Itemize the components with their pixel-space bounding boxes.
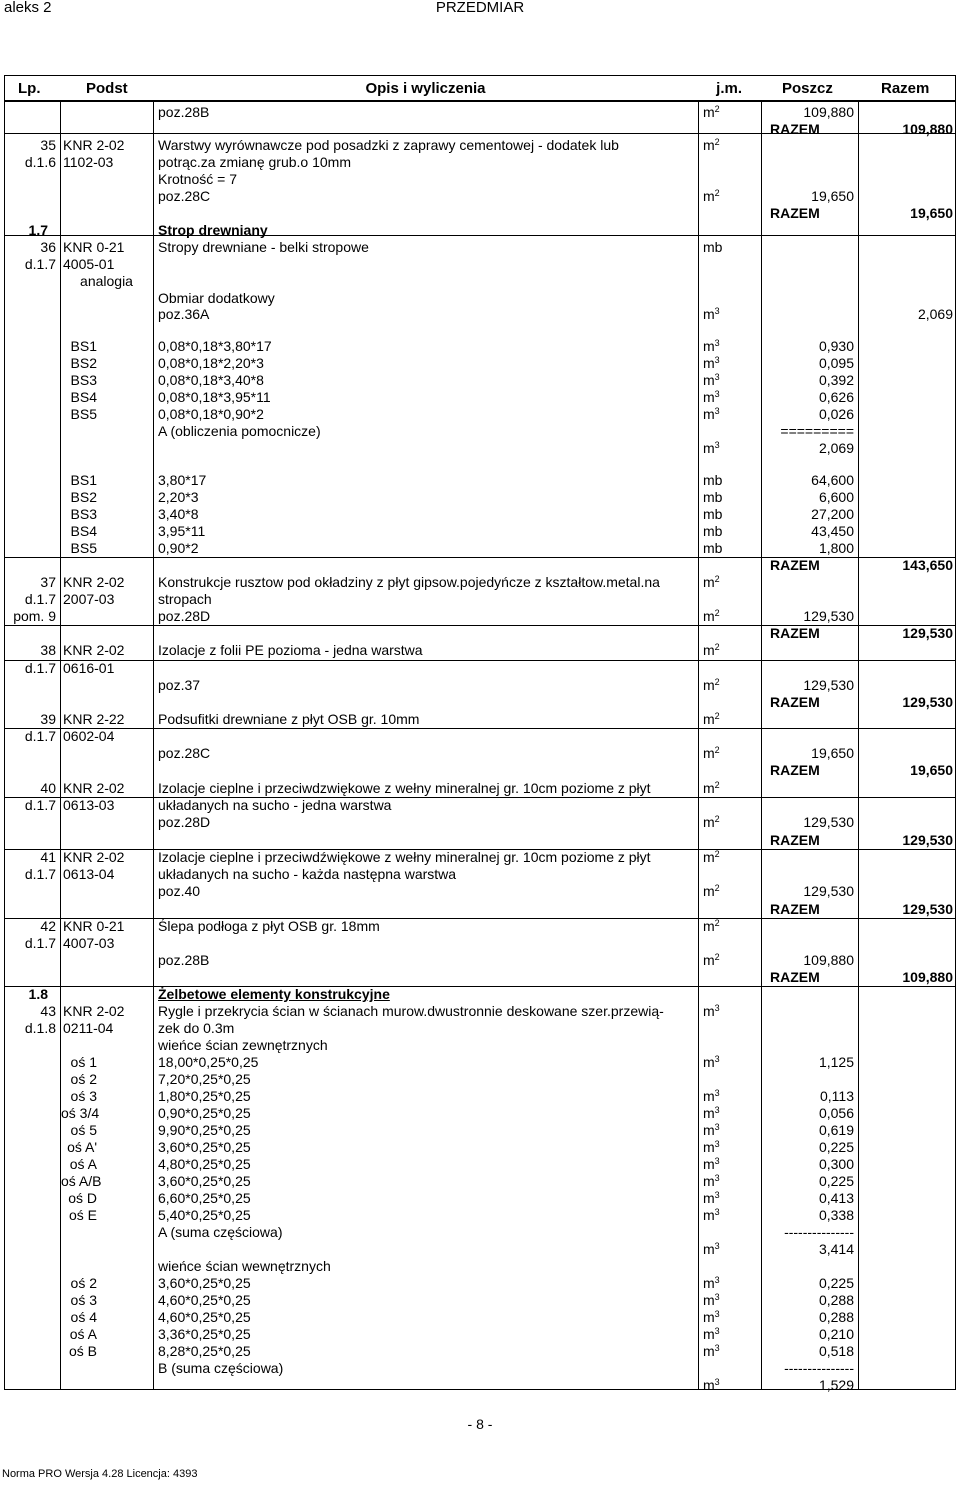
- basis-code: 0613-03: [63, 797, 115, 813]
- description: poz.28B: [158, 104, 210, 120]
- partial-value: 129,530: [803, 883, 854, 899]
- description: 4,80*0,25*0,25: [158, 1156, 251, 1172]
- item-number: 38: [40, 642, 56, 658]
- item-number: 35: [40, 137, 56, 153]
- unit: mb: [703, 523, 723, 539]
- total-label: RAZEM: [770, 694, 820, 710]
- partial-value: 0,626: [818, 389, 854, 405]
- element-label: oś 2: [70, 1275, 97, 1291]
- partial-value: 43,450: [811, 523, 854, 539]
- element-label: BS2: [70, 489, 97, 505]
- unit: $m^3$: [703, 1377, 720, 1393]
- description: 3,36*0,25*0,25: [158, 1326, 251, 1342]
- unit-exponent: 2: [714, 188, 720, 198]
- item-number: 43: [40, 1003, 56, 1019]
- element-label: BS1: [70, 338, 97, 354]
- description: Podsufitki drewniane z płyt OSB gr. 10mm: [158, 711, 420, 727]
- description: 4,60*0,25*0,25: [158, 1309, 251, 1325]
- unit: $m^2$: [703, 918, 720, 934]
- item-number: d.1.7: [24, 866, 56, 882]
- element-label: oś 3/4: [61, 1105, 100, 1121]
- element-label: oś A': [67, 1139, 97, 1155]
- unit: $m^3$: [703, 1343, 720, 1359]
- description: 1,80*0,25*0,25: [158, 1088, 251, 1104]
- item-number: 37: [40, 574, 56, 590]
- unit: mb: [703, 239, 723, 255]
- row-separator: [5, 557, 955, 558]
- description: stropach: [158, 591, 212, 607]
- unit: $m^3$: [703, 372, 720, 388]
- row-separator: [5, 797, 955, 798]
- unit-exponent: 2: [714, 849, 720, 859]
- description: Ślepa podłoga z płyt OSB gr. 18mm: [158, 918, 380, 934]
- item-number: pom. 9: [13, 608, 56, 624]
- unit-exponent: 3: [714, 1054, 720, 1064]
- column-header-jm: j.m.: [716, 80, 742, 97]
- unit: $m^3$: [703, 1088, 720, 1104]
- description: Obmiar dodatkowy: [158, 290, 275, 306]
- description: Warstwy wyrównawcze pod posadzki z zaprawy cementowej - dodatek lub: [158, 137, 619, 153]
- partial-value: 0,225: [818, 1275, 854, 1291]
- column-header-lp: Lp.: [18, 80, 41, 97]
- unit-exponent: 3: [714, 1326, 720, 1336]
- basis-code: KNR 2-02: [63, 780, 125, 796]
- description: 8,28*0,25*0,25: [158, 1343, 251, 1359]
- partial-value: 0,056: [818, 1105, 854, 1121]
- partial-value: 19,650: [811, 188, 854, 204]
- unit: $m^3$: [703, 355, 720, 371]
- total-value: 109,880: [902, 121, 953, 137]
- row-separator: [5, 918, 955, 919]
- description: 3,60*0,25*0,25: [158, 1139, 251, 1155]
- basis-code: KNR 0-21: [63, 239, 125, 255]
- partial-value: 19,650: [811, 745, 854, 761]
- partial-value: 0,413: [818, 1190, 854, 1206]
- element-label: BS3: [70, 372, 97, 388]
- partial-value: 0,026: [818, 406, 854, 422]
- description: Izolacje cieplne i przeciwdzwiękowe z wełny mineralnej gr. 10cm poziome z płyt: [158, 780, 651, 796]
- element-label: oś 5: [70, 1122, 97, 1138]
- item-number: 41: [40, 849, 56, 865]
- element-label: oś A: [69, 1156, 97, 1172]
- description: Stropy drewniane - belki stropowe: [158, 239, 369, 255]
- unit-exponent: 2: [714, 745, 720, 755]
- column-divider: [858, 76, 859, 1389]
- basis-code: 4007-03: [63, 935, 115, 951]
- partial-value: 3,414: [818, 1241, 854, 1257]
- software-footer: Norma PRO Wersja 4.28 Licencja: 4393: [2, 1468, 198, 1480]
- unit-exponent: 2: [714, 918, 720, 928]
- total-value: 129,530: [902, 625, 953, 641]
- section-title: Żelbetowe elementy konstrukcyjne: [158, 986, 390, 1002]
- partial-value: ---------------: [784, 1360, 854, 1376]
- bill-of-quantities-table: [4, 75, 956, 1393]
- element-label: BS3: [70, 506, 97, 522]
- partial-value: 0,113: [820, 1088, 854, 1104]
- unit: $m^2$: [703, 849, 720, 865]
- total-value: 19,650: [910, 205, 953, 221]
- item-number: 36: [40, 239, 56, 255]
- partial-value: 0,225: [818, 1173, 854, 1189]
- section-number: 1.7: [28, 222, 48, 238]
- basis-code: KNR 0-21: [63, 918, 125, 934]
- unit-exponent: 3: [714, 389, 720, 399]
- unit-exponent: 3: [714, 1088, 720, 1098]
- basis-code: 2007-03: [63, 591, 115, 607]
- element-label: oś 1: [70, 1054, 97, 1070]
- unit-exponent: 3: [714, 338, 720, 348]
- description: 5,40*0,25*0,25: [158, 1207, 251, 1223]
- unit-exponent: 3: [714, 1190, 720, 1200]
- unit: $m^2$: [703, 677, 720, 693]
- partial-value: 0,288: [818, 1309, 854, 1325]
- description: 2,20*3: [158, 489, 199, 505]
- unit: $m^2$: [703, 137, 720, 153]
- unit: $m^3$: [703, 1207, 720, 1223]
- unit: $m^3$: [703, 1105, 720, 1121]
- table-header: [5, 76, 955, 102]
- description: A (obliczenia pomocnicze): [158, 423, 321, 439]
- basis-code: KNR 2-02: [63, 137, 125, 153]
- item-number: d.1.7: [24, 256, 56, 272]
- unit: $m^3$: [703, 1173, 720, 1189]
- description: Krotność = 7: [158, 171, 237, 187]
- unit: $m^3$: [703, 1309, 720, 1325]
- description: 0,08*0,18*0,90*2: [158, 406, 264, 422]
- description: 0,08*0,18*3,80*17: [158, 338, 272, 354]
- item-number: d.1.7: [24, 660, 56, 676]
- unit-exponent: 2: [714, 608, 720, 618]
- basis-note: analogia: [80, 273, 133, 289]
- description: wieńce ścian wewnętrznych: [158, 1258, 331, 1274]
- description: A (suma częściowa): [158, 1224, 283, 1240]
- total-value: 19,650: [910, 762, 953, 778]
- description: 0,08*0,18*2,20*3: [158, 355, 264, 371]
- unit-exponent: 2: [714, 711, 720, 721]
- section-number: 1.8: [28, 986, 48, 1002]
- unit-exponent: 3: [714, 1003, 720, 1013]
- row-separator: [5, 728, 955, 729]
- unit: $m^3$: [703, 389, 720, 405]
- page-number: - 8 -: [467, 1416, 493, 1432]
- description: 9,90*0,25*0,25: [158, 1122, 251, 1138]
- total-value: 129,530: [902, 694, 953, 710]
- description: 3,60*0,25*0,25: [158, 1275, 251, 1291]
- partial-value: 0,288: [818, 1292, 854, 1308]
- item-number: d.1.7: [24, 728, 56, 744]
- total-label: RAZEM: [770, 969, 820, 985]
- unit: $m^2$: [703, 883, 720, 899]
- element-label: oś D: [68, 1190, 97, 1206]
- unit: mb: [703, 540, 723, 556]
- description: wieńce ścian zewnętrznych: [158, 1037, 328, 1053]
- unit: mb: [703, 506, 723, 522]
- partial-value: 27,200: [811, 506, 854, 522]
- unit-exponent: 2: [714, 642, 720, 652]
- element-label: BS4: [70, 523, 97, 539]
- item-number: d.1.7: [24, 935, 56, 951]
- partial-value: 0,225: [818, 1139, 854, 1155]
- partial-value: 129,530: [803, 814, 854, 830]
- basis-code: KNR 2-02: [63, 1003, 125, 1019]
- row-separator: [5, 625, 955, 626]
- unit: $m^3$: [703, 1292, 720, 1308]
- unit-exponent: 2: [714, 780, 720, 790]
- unit: $m^3$: [703, 1326, 720, 1342]
- partial-value: 0,392: [818, 372, 854, 388]
- unit: $m^2$: [703, 780, 720, 796]
- total-label: RAZEM: [770, 901, 820, 917]
- unit: $m^2$: [703, 642, 720, 658]
- basis-code: 0613-04: [63, 866, 115, 882]
- unit-exponent: 3: [714, 1309, 720, 1319]
- partial-value: 0,210: [818, 1326, 854, 1342]
- total-label: RAZEM: [770, 121, 820, 137]
- column-header-podst: Podst: [86, 80, 128, 97]
- unit-exponent: 3: [714, 1241, 720, 1251]
- partial-value: 0,338: [818, 1207, 854, 1223]
- unit: $m^2$: [703, 745, 720, 761]
- partial-value: 0,518: [818, 1343, 854, 1359]
- description: poz.36A: [158, 306, 210, 322]
- partial-value: 64,600: [811, 472, 854, 488]
- partial-value: 129,530: [803, 677, 854, 693]
- header-left: aleks 2: [4, 0, 52, 16]
- column-divider: [698, 76, 699, 1389]
- unit-exponent: 3: [714, 1292, 720, 1302]
- description: 4,60*0,25*0,25: [158, 1292, 251, 1308]
- partial-value: 109,880: [803, 952, 854, 968]
- unit-exponent: 2: [714, 952, 720, 962]
- basis-code: KNR 2-22: [63, 711, 125, 727]
- description: poz.28C: [158, 188, 211, 204]
- column-divider: [153, 76, 154, 1389]
- description: 3,95*11: [158, 523, 206, 539]
- item-number: d.1.8: [24, 1020, 56, 1036]
- unit-exponent: 2: [714, 883, 720, 893]
- partial-value: 2,069: [818, 440, 854, 456]
- unit: $m^3$: [703, 338, 720, 354]
- unit: $m^3$: [703, 1156, 720, 1172]
- total-label: RAZEM: [770, 762, 820, 778]
- unit-exponent: 3: [714, 1275, 720, 1285]
- column-header-opis: Opis i wyliczenia: [365, 80, 486, 97]
- basis-code: 0602-04: [63, 728, 115, 744]
- row-separator: [5, 660, 955, 661]
- description: 0,90*0,25*0,25: [158, 1105, 251, 1121]
- partial-value: 109,880: [803, 104, 854, 120]
- total-label: RAZEM: [770, 205, 820, 221]
- unit: $m^2$: [703, 104, 720, 120]
- unit: $m^2$: [703, 952, 720, 968]
- description: 3,80*17: [158, 472, 207, 488]
- unit-exponent: 2: [714, 677, 720, 687]
- row-separator: [5, 986, 955, 987]
- partial-value: 0,619: [818, 1122, 854, 1138]
- unit-exponent: 3: [714, 1139, 720, 1149]
- description: 3,40*8: [158, 506, 199, 522]
- description: Izolacje z folii PE pozioma - jedna warstwa: [158, 642, 423, 658]
- description: potrąc.za zmianę grub.o 10mm: [158, 154, 351, 170]
- total-value: 2,069: [917, 306, 953, 322]
- row-separator: [5, 133, 955, 134]
- unit: $m^2$: [703, 574, 720, 590]
- unit: $m^2$: [703, 188, 720, 204]
- column-header-poszcz: Poszcz: [782, 80, 833, 97]
- unit: $m^2$: [703, 608, 720, 624]
- column-header-razem: Razem: [881, 80, 930, 97]
- basis-code: 0211-04: [63, 1020, 114, 1036]
- unit: $m^3$: [703, 406, 720, 422]
- element-label: BS5: [70, 540, 97, 556]
- header-title: PRZEDMIAR: [435, 0, 525, 16]
- unit: $m^3$: [703, 1190, 720, 1206]
- basis-code: KNR 2-02: [63, 574, 125, 590]
- item-number: d.1.6: [24, 154, 56, 170]
- element-label: oś 2: [70, 1071, 97, 1087]
- item-number: 42: [40, 918, 56, 934]
- element-label: oś B: [68, 1343, 97, 1359]
- unit: $m^3$: [703, 1122, 720, 1138]
- total-label: RAZEM: [770, 832, 820, 848]
- element-label: oś A: [69, 1326, 97, 1342]
- description: 0,08*0,18*3,40*8: [158, 372, 264, 388]
- description: zek do 0.3m: [158, 1020, 235, 1036]
- item-number: 39: [40, 711, 56, 727]
- partial-value: =========: [780, 423, 854, 439]
- section-title: Strop drewniany: [158, 222, 268, 238]
- partial-value: 1,800: [818, 540, 854, 556]
- partial-value: 0,300: [818, 1156, 854, 1172]
- description: 6,60*0,25*0,25: [158, 1190, 251, 1206]
- unit-exponent: 3: [714, 1156, 720, 1166]
- unit-exponent: 3: [714, 1122, 720, 1132]
- unit-exponent: 2: [714, 574, 720, 584]
- description: poz.37: [158, 677, 201, 693]
- basis-code: 4005-01: [63, 256, 115, 272]
- partial-value: 6,600: [818, 489, 854, 505]
- description: układanych na sucho - każda następna warstwa: [158, 866, 457, 882]
- total-label: RAZEM: [770, 557, 820, 573]
- description: 0,08*0,18*3,95*11: [158, 389, 271, 405]
- basis-code: 1102-03: [63, 154, 114, 170]
- element-label: BS5: [70, 406, 97, 422]
- unit-exponent: 3: [714, 440, 720, 450]
- element-label: oś 3: [70, 1292, 97, 1308]
- row-separator: [5, 235, 955, 236]
- unit-exponent: 3: [714, 372, 720, 382]
- unit-exponent: 3: [714, 306, 720, 316]
- unit: $m^3$: [703, 440, 720, 456]
- description: poz.28D: [158, 814, 211, 830]
- total-value: 129,530: [902, 901, 953, 917]
- basis-code: KNR 2-02: [63, 642, 125, 658]
- total-label: RAZEM: [770, 625, 820, 641]
- element-label: oś E: [68, 1207, 97, 1223]
- item-number: d.1.7: [24, 797, 56, 813]
- unit: $m^3$: [703, 306, 720, 322]
- partial-value: 1,529: [818, 1377, 854, 1393]
- element-label: oś 4: [70, 1309, 97, 1325]
- unit: $m^3$: [703, 1139, 720, 1155]
- description: poz.40: [158, 883, 201, 899]
- unit-exponent: 3: [714, 1105, 720, 1115]
- element-label: BS2: [70, 355, 97, 371]
- description: układanych na sucho - jedna warstwa: [158, 797, 392, 813]
- element-label: BS4: [70, 389, 97, 405]
- unit-exponent: 3: [714, 1343, 720, 1353]
- row-separator: [5, 849, 955, 850]
- unit: mb: [703, 489, 723, 505]
- unit-exponent: 2: [714, 814, 720, 824]
- partial-value: 1,125: [818, 1054, 854, 1070]
- unit: $m^3$: [703, 1054, 720, 1070]
- description: 18,00*0,25*0,25: [158, 1054, 259, 1070]
- partial-value: 129,530: [803, 608, 854, 624]
- description: B (suma częściowa): [158, 1360, 284, 1376]
- unit-exponent: 3: [714, 406, 720, 416]
- description: poz.28D: [158, 608, 211, 624]
- total-value: 143,650: [902, 557, 953, 573]
- description: 3,60*0,25*0,25: [158, 1173, 251, 1189]
- description: Rygle i przekrycia ścian w ścianach murow.dwustronnie deskowane szer.przewią-: [158, 1003, 664, 1019]
- description: 7,20*0,25*0,25: [158, 1071, 251, 1087]
- unit-exponent: 3: [714, 355, 720, 365]
- partial-value: 0,930: [818, 338, 854, 354]
- total-value: 109,880: [902, 969, 953, 985]
- partial-value: ---------------: [784, 1224, 854, 1240]
- basis-code: 0616-01: [63, 660, 115, 676]
- unit-exponent: 2: [714, 104, 720, 114]
- item-number: 40: [40, 780, 56, 796]
- element-label: BS1: [70, 472, 97, 488]
- unit: $m^2$: [703, 711, 720, 727]
- description: Izolacje cieplne i przeciwdźwiękowe z wełny mineralnej gr. 10cm poziome z płyt: [158, 849, 651, 865]
- unit: $m^3$: [703, 1241, 720, 1257]
- unit-exponent: 3: [714, 1207, 720, 1217]
- item-number: d.1.7: [24, 591, 56, 607]
- unit: mb: [703, 472, 723, 488]
- partial-value: 0,095: [818, 355, 854, 371]
- unit-exponent: 3: [714, 1173, 720, 1183]
- unit: $m^2$: [703, 814, 720, 830]
- unit-exponent: 2: [714, 137, 720, 147]
- unit: $m^3$: [703, 1003, 720, 1019]
- description: poz.28C: [158, 745, 211, 761]
- description: Konstrukcje rusztow pod okładziny z płyt gipsow.pojedyńcze z kształtow.metal.na: [158, 574, 660, 590]
- total-value: 129,530: [902, 832, 953, 848]
- unit-exponent: 3: [714, 1377, 720, 1387]
- description: poz.28B: [158, 952, 210, 968]
- element-label: oś A/B: [61, 1173, 102, 1189]
- element-label: oś 3: [70, 1088, 97, 1104]
- description: 0,90*2: [158, 540, 199, 556]
- unit: $m^3$: [703, 1275, 720, 1291]
- basis-code: KNR 2-02: [63, 849, 125, 865]
